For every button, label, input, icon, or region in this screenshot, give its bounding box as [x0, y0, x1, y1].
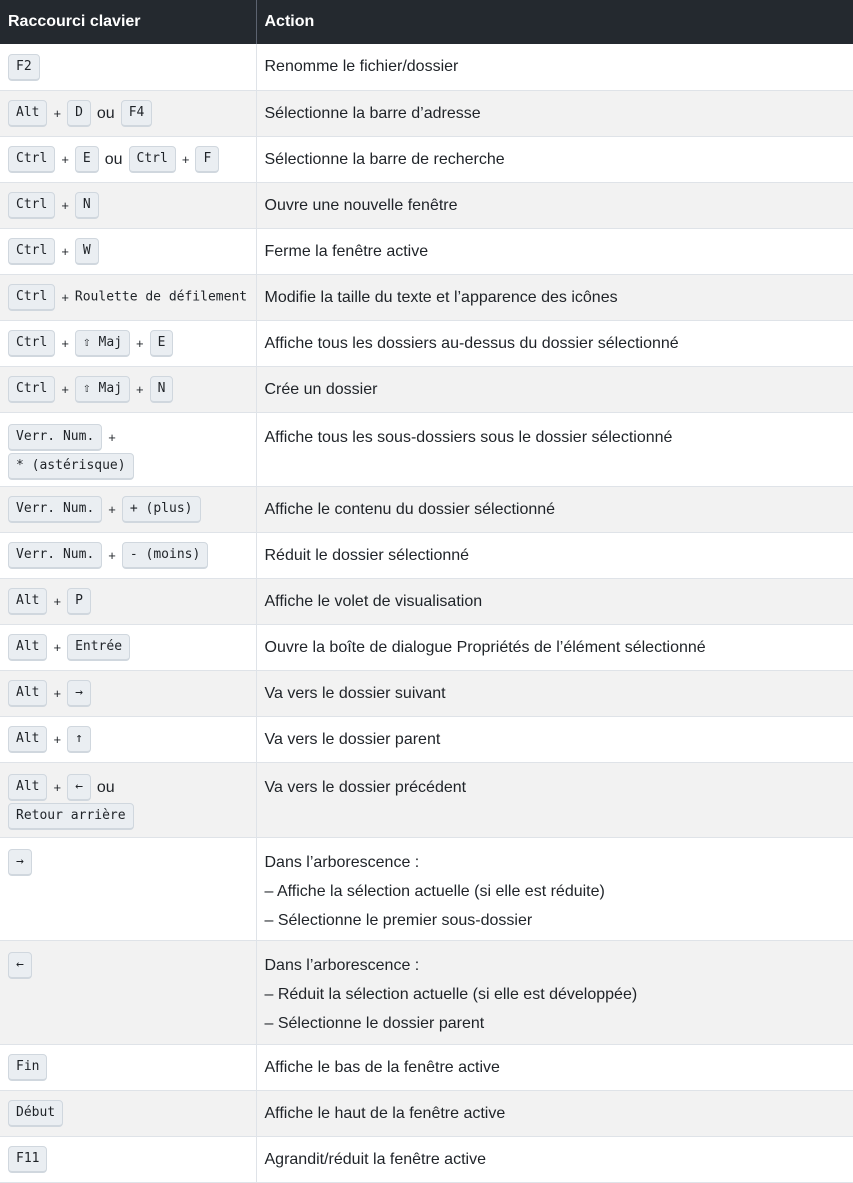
table-row [0, 837, 853, 940]
action-text: Ouvre la boîte de dialogue Propriétés de l’élément sélectionné [264, 638, 706, 656]
table-row [0, 274, 853, 320]
action-text: Va vers le dossier parent [264, 730, 441, 748]
key-cap: Entrée [67, 634, 130, 661]
shortcut-cell [0, 228, 256, 274]
shortcut-cell [0, 366, 256, 412]
plus-separator: + [61, 381, 69, 397]
key-cap: + (plus) [122, 496, 201, 523]
plus-separator: + [61, 243, 69, 259]
action-cell [256, 716, 853, 762]
key-cap: Ctrl [8, 284, 55, 311]
plus-separator: + [181, 151, 190, 167]
key-cap: Ctrl [8, 146, 55, 173]
key-cap: Alt [8, 726, 47, 753]
key-cap: Verr. Num. [8, 542, 102, 569]
action-text: Ferme la fenêtre active [264, 242, 429, 260]
action-text: – Sélectionne le premier sous-dossier [264, 911, 533, 929]
plus-separator: + [61, 151, 69, 167]
key-cap: → [8, 849, 32, 876]
action-cell [256, 136, 853, 182]
key-cap: P [67, 588, 91, 615]
action-text: – Sélectionne le dossier parent [264, 1014, 485, 1032]
action-text: Dans l’arborescence : [264, 853, 420, 871]
key-cap: Verr. Num. [8, 496, 102, 523]
table-row [0, 1090, 853, 1136]
action-cell [256, 1044, 853, 1090]
key-cap: D [67, 100, 91, 127]
action-cell [256, 320, 853, 366]
plus-separator: + [136, 381, 144, 397]
action-text: Ouvre une nouvelle fenêtre [264, 196, 458, 214]
shortcut-cell [0, 274, 256, 320]
header-shortcut: Raccourci clavier [0, 0, 256, 44]
shortcut-cell [0, 136, 256, 182]
shortcut-cell [0, 486, 256, 532]
key-cap: Fin [8, 1054, 47, 1081]
key-cap: ← [8, 952, 32, 979]
key-cap: Début [8, 1100, 63, 1127]
key-cap: - (moins) [122, 542, 208, 569]
plus-separator: + [108, 501, 116, 517]
key-text: Roulette de défilement [74, 289, 248, 305]
key-cap: Ctrl [129, 146, 176, 173]
table-row [0, 182, 853, 228]
key-cap: Ctrl [8, 376, 55, 403]
key-cap: * (astérisque) [8, 453, 134, 480]
key-cap: Ctrl [8, 238, 55, 265]
plus-separator: + [61, 197, 69, 213]
action-cell [256, 837, 853, 940]
table-row [0, 624, 853, 670]
action-text: Affiche tous les dossiers au-dessus du dossier sélectionné [264, 334, 679, 352]
plus-separator: + [53, 731, 62, 747]
key-cap: E [150, 330, 174, 357]
action-text: – Affiche la sélection actuelle (si elle est réduite) [264, 882, 605, 900]
shortcut-cell [0, 670, 256, 716]
plus-separator: + [53, 105, 62, 121]
key-cap: ← [67, 774, 91, 801]
key-cap: Alt [8, 634, 47, 661]
action-text: Réduit le dossier sélectionné [264, 546, 470, 564]
action-cell [256, 486, 853, 532]
action-cell [256, 182, 853, 228]
action-text: Va vers le dossier suivant [264, 684, 446, 702]
shortcut-cell [0, 578, 256, 624]
key-cap: N [75, 192, 99, 219]
action-cell [256, 762, 853, 837]
action-text: Affiche le contenu du dossier sélectionné [264, 500, 556, 518]
table-row [0, 44, 853, 90]
shortcut-cell [0, 182, 256, 228]
shortcut-cell [0, 762, 256, 837]
key-cap: Ctrl [8, 192, 55, 219]
table-row [0, 412, 853, 486]
shortcut-cell [0, 1044, 256, 1090]
key-cap: ↑ [67, 726, 91, 753]
key-cap: → [67, 680, 91, 707]
action-text: Renomme le fichier/dossier [264, 58, 459, 76]
shortcut-cell [0, 532, 256, 578]
shortcut-cell [0, 320, 256, 366]
or-separator: ou [104, 150, 123, 168]
action-cell [256, 412, 853, 486]
table-row [0, 578, 853, 624]
table-row [0, 940, 853, 1044]
table-header-row [0, 0, 853, 44]
key-cap: Ctrl [8, 330, 55, 357]
key-cap: Alt [8, 588, 47, 615]
table-row [0, 136, 853, 182]
action-cell [256, 940, 853, 1044]
shortcut-cell [0, 940, 256, 1044]
action-cell [256, 1136, 853, 1182]
plus-separator: + [108, 547, 116, 563]
key-cap: F [195, 146, 219, 173]
action-text: Affiche le volet de visualisation [264, 592, 483, 610]
shortcut-cell [0, 412, 256, 486]
table-row [0, 1044, 853, 1090]
or-separator: ou [96, 104, 115, 122]
action-text: Affiche le bas de la fenêtre active [264, 1058, 500, 1076]
plus-separator: + [53, 779, 62, 795]
action-cell [256, 670, 853, 716]
action-text: Sélectionne la barre d’adresse [264, 104, 481, 122]
header-action: Action [256, 0, 853, 44]
table-row [0, 762, 853, 837]
table-row [0, 486, 853, 532]
action-text: Dans l’arborescence : [264, 956, 420, 974]
table-row [0, 228, 853, 274]
key-cap: Verr. Num. [8, 424, 102, 451]
shortcut-cell [0, 624, 256, 670]
table-row [0, 90, 853, 136]
action-cell [256, 90, 853, 136]
action-text: Va vers le dossier précédent [264, 778, 467, 796]
plus-separator: + [108, 429, 116, 445]
action-text: Affiche tous les sous-dossiers sous le dossier sélectionné [264, 428, 673, 446]
key-cap: Retour arrière [8, 803, 134, 830]
key-cap: E [75, 146, 99, 173]
action-text: Sélectionne la barre de recherche [264, 150, 505, 168]
plus-separator: + [53, 639, 62, 655]
action-cell [256, 1090, 853, 1136]
table-row [0, 366, 853, 412]
key-cap: Alt [8, 100, 47, 127]
action-cell [256, 44, 853, 90]
key-cap: N [150, 376, 174, 403]
key-cap: F4 [121, 100, 153, 127]
action-cell [256, 624, 853, 670]
action-cell [256, 532, 853, 578]
action-cell [256, 228, 853, 274]
action-text: – Réduit la sélection actuelle (si elle est développée) [264, 985, 638, 1003]
plus-separator: + [53, 685, 62, 701]
key-cap: Alt [8, 774, 47, 801]
plus-separator: + [61, 335, 69, 351]
action-text: Crée un dossier [264, 380, 378, 398]
action-cell [256, 274, 853, 320]
action-text: Agrandit/réduit la fenêtre active [264, 1150, 486, 1168]
table-row [0, 320, 853, 366]
table-row [0, 716, 853, 762]
key-cap: W [75, 238, 99, 265]
shortcut-cell [0, 1090, 256, 1136]
key-cap: Alt [8, 680, 47, 707]
plus-separator: + [61, 289, 69, 305]
key-cap: F11 [8, 1146, 47, 1173]
plus-separator: + [136, 335, 144, 351]
shortcut-cell [0, 44, 256, 90]
shortcut-cell [0, 90, 256, 136]
action-text: Affiche le haut de la fenêtre active [264, 1104, 506, 1122]
table-row [0, 532, 853, 578]
shortcut-cell [0, 716, 256, 762]
table-row [0, 1136, 853, 1182]
shortcut-cell [0, 837, 256, 940]
shortcut-cell [0, 1136, 256, 1182]
key-cap: ⇧ Maj [75, 330, 130, 357]
or-separator: ou [96, 778, 115, 796]
plus-separator: + [53, 593, 62, 609]
key-cap: ⇧ Maj [75, 376, 130, 403]
action-cell [256, 366, 853, 412]
action-text: Modifie la taille du texte et l’apparence des icônes [264, 288, 618, 306]
table-body [0, 44, 853, 1182]
action-cell [256, 578, 853, 624]
key-cap: F2 [8, 54, 40, 81]
table-row [0, 670, 853, 716]
